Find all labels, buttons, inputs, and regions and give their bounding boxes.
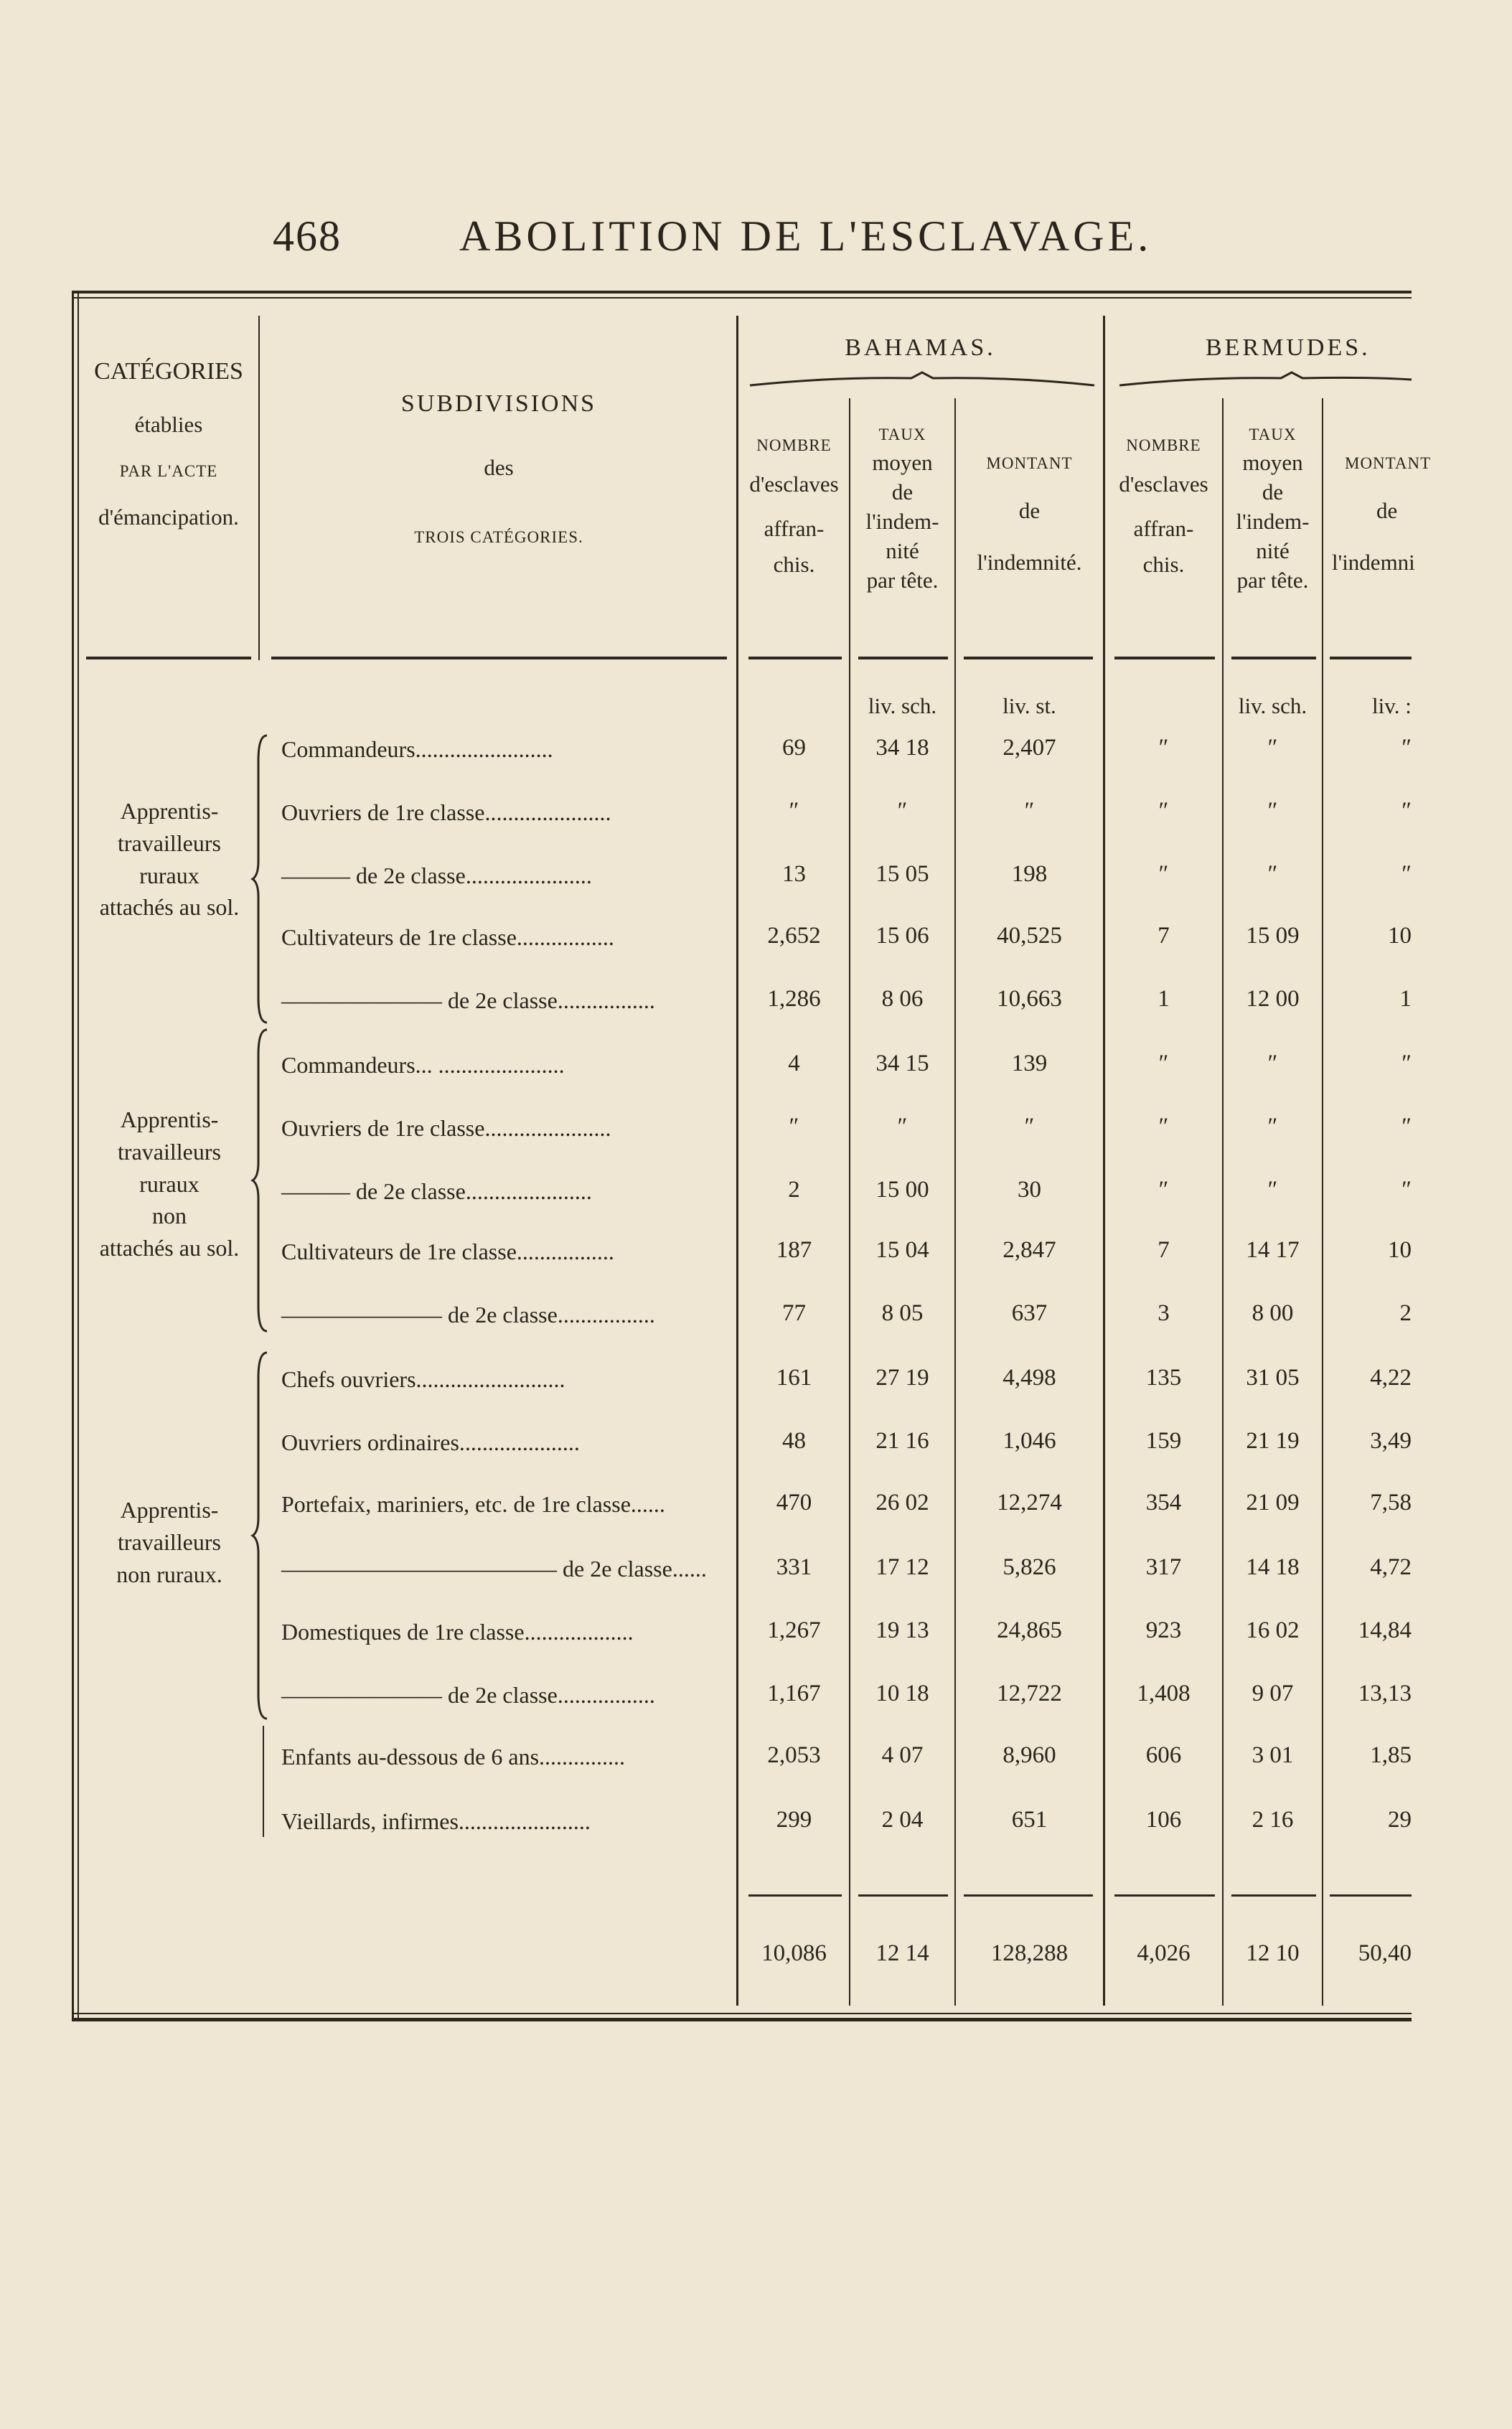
table-row: Enfants au-dessous de 6 ans............... 2,053 4 07 8,960 606 3 01 1,85 (281, 1742, 1412, 1770)
header-ber-taux: TAUX moyen de l'indem- nité par tête. (1236, 426, 1310, 593)
table-row: Cultivateurs de 1re classe................. 187 15 04 2,847 7 14 17 10 (281, 1237, 1412, 1264)
table-row: ———————————— de 2e classe...... 331 17 12 5,826 317 14 18 4,72 (281, 1554, 1412, 1582)
top-rule (72, 291, 1412, 293)
header-rule-sub (271, 657, 727, 659)
header-bah-taux: TAUX moyen de l'indem- nité par tête. (865, 426, 939, 593)
table-row: Domestiques de 1re classe................... 1,267 19 13 24,865 923 16 02 14,84 (281, 1617, 1412, 1645)
colony-bahamas: BAHAMAS. (845, 334, 996, 361)
header-subdivisions: SUBDIVISIONS des TROIS CATÉGORIES. (400, 390, 597, 546)
table-row: Ouvriers ordinaires..................... 48 21 16 1,046 159 21 19 3,49 (281, 1428, 1412, 1455)
header-rule-cat (86, 657, 251, 659)
table-row: Commandeurs... ...................... 4 34 15 139 ″ ″ ″ (281, 1051, 1412, 1078)
header-rule-ber-m (1330, 657, 1412, 659)
total-rule-ber-t (1231, 1894, 1316, 1897)
header-rule-ber-t (1231, 657, 1316, 659)
header-bah-nombre: NOMBRE d'esclaves affran- chis. (749, 436, 839, 577)
table-row: ——— de 2e classe...................... 13 15 05 198 ″ ″ ″ (281, 861, 1412, 888)
unit-ber-taux: liv. sch. (1238, 693, 1307, 718)
table-row: Vieillards, infirmes....................... 299 2 04 651 106 2 16 29 (281, 1807, 1412, 1834)
bottom-rule (72, 2013, 1412, 2014)
header-bah-montant: MONTANT de l'indemnité. (977, 454, 1082, 575)
unit-bah-taux: liv. sch. (868, 693, 937, 718)
header-rule-bah-m (964, 657, 1093, 659)
total-rule-bah-n (748, 1894, 842, 1897)
bahamas-brace (746, 370, 1098, 391)
table-row: Cultivateurs de 1re classe................. 2,652 15 06 40,525 7 15 09 10 (281, 923, 1412, 950)
top-rule-thin (72, 297, 1412, 299)
header-rule-ber-n (1114, 657, 1215, 659)
page-number: 468 (273, 212, 342, 260)
total-rule-bah-t (858, 1894, 948, 1897)
table-row: ——————— de 2e classe................. 77 8 05 637 3 8 00 2 (281, 1300, 1412, 1328)
group-label-rural-attached: Apprentis- travailleurs ruraux attachés au sol. (99, 798, 240, 921)
table-row: Ouvriers de 1re classe...................... ″ ″ ″ ″ ″ ″ (281, 798, 1412, 825)
table-row: ——————— de 2e classe................. 1,286 8 06 10,663 1 12 00 1 (281, 986, 1412, 1013)
totals-row: 10,086 12 14 128,288 4,026 12 10 50,40 (761, 1940, 1412, 1966)
colony-bermudes: BERMUDES. (1206, 334, 1371, 361)
header-categories: CATÉGORIES établies PAR L'ACTE d'émancipation. (94, 358, 243, 530)
group-label-non-rural: Apprentis- travailleurs non ruraux. (116, 1497, 222, 1587)
page-header (0, 212, 1412, 276)
table-row: Portefaix, mariniers, etc. de 1re classe...... 470 26 02 12,274 354 21 09 7,58 (281, 1490, 1412, 1517)
table-row: Ouvriers de 1re classe...................... ″ ″ ″ ″ ″ ″ (281, 1114, 1412, 1141)
table-row: ——————— de 2e classe................. 1,167 10 18 12,722 1,408 9 07 13,13 (281, 1681, 1412, 1708)
bermudes-brace (1116, 370, 1412, 391)
total-rule-ber-n (1114, 1894, 1215, 1897)
header-ber-nombre: NOMBRE d'esclaves affran- chis. (1119, 436, 1208, 577)
group-label-rural-not-attached: Apprentis- travailleurs ruraux non attachés au sol. (99, 1107, 240, 1262)
table-row: Commandeurs........................ 69 34 18 2,407 ″ ″ ″ (281, 735, 1412, 762)
header-rule-bah-t (858, 657, 948, 659)
page-title: ABOLITION DE L'ESCLAVAGE. (459, 212, 1152, 260)
table-row: ——— de 2e classe...................... 2 15 00 30 ″ ″ ″ (281, 1177, 1412, 1204)
table-row: Chefs ouvriers.......................... 161 27 19 4,498 135 31 05 4,22 (281, 1365, 1412, 1392)
bottom-rule-thick (72, 2018, 1412, 2021)
total-rule-bah-m (964, 1894, 1093, 1897)
unit-ber-montant: liv. : (1372, 693, 1412, 718)
unit-bah-montant: liv. st. (1002, 693, 1056, 718)
brace-group-3 (251, 1349, 273, 1722)
total-rule-ber-m (1330, 1894, 1412, 1897)
header-ber-montant-cut: MONTANT de l'indemni (1332, 454, 1432, 575)
header-rule-bah-n (748, 657, 842, 659)
divider-cat-sub (258, 316, 260, 660)
